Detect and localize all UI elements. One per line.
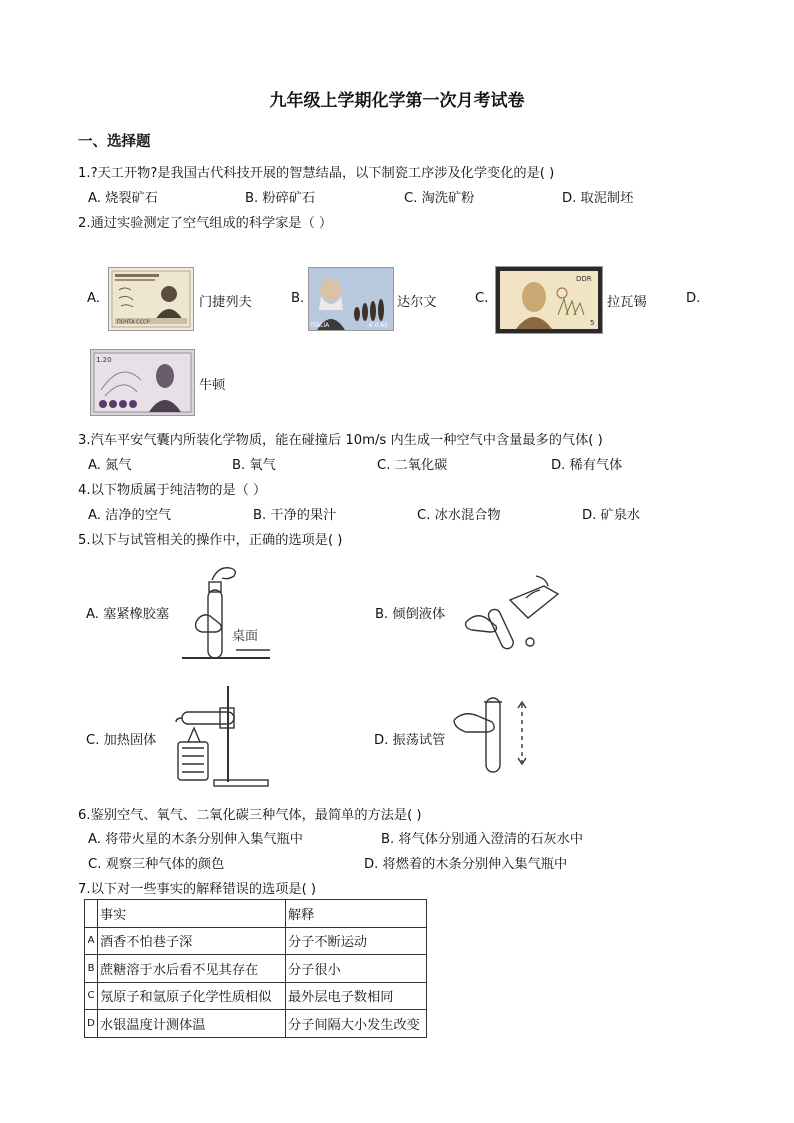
- table-header-cell: [85, 900, 98, 928]
- q6-option-b: B. 将气体分别通入澄清的石灰水中: [381, 832, 584, 847]
- question-1-stem: 1.?天工开物?是我国古代科技开展的智慧结晶，以下制瓷工序涉及化学变化的是( ): [78, 166, 555, 181]
- q2-name-d: 牛顿: [199, 378, 226, 393]
- q1-option-a: A. 烧裂矿石: [88, 191, 158, 206]
- q2-name-a: 门捷列夫: [199, 295, 252, 310]
- darwin-stamp-value: € 0,65: [369, 322, 389, 329]
- question-7-stem: 7.以下对一些事实的解释错误的选项是( ): [78, 882, 317, 897]
- table-cell: D: [85, 1010, 98, 1038]
- question-5-stem: 5.以下与试管相关的操作中，正确的选项是( ): [78, 533, 343, 548]
- table-cell: 水银温度计测体温: [98, 1010, 286, 1038]
- pour-liquid-figure: [460, 570, 570, 660]
- lavoisier-stamp-country: DDR: [576, 275, 592, 283]
- table-cell: 分子间隔大小发生改变: [286, 1010, 427, 1038]
- q5-option-b: B. 倾倒液体: [375, 607, 446, 622]
- q2-letter-a: A.: [87, 291, 100, 306]
- question-3-stem: 3.汽车平安气囊内所装化学物质，能在碰撞后 10m/s 内生成一种空气中含量最多的气体( ): [78, 433, 603, 448]
- table-row: [85, 927, 427, 955]
- q5-option-d: D. 振荡试管: [374, 733, 446, 748]
- q4-option-d: D. 矿泉水: [582, 508, 641, 523]
- q4-option-b: B. 干净的果汁: [253, 508, 337, 523]
- darwin-stamp-image: [308, 267, 394, 331]
- q4-option-c: C. 冰水混合物: [417, 508, 501, 523]
- q1-option-c: C. 淘洗矿粉: [404, 191, 475, 206]
- q2-letter-d: D.: [686, 291, 701, 306]
- page-title: 九年级上学期化学第一次月考试卷: [269, 91, 525, 111]
- insert-stopper-figure: [178, 560, 274, 666]
- lavoisier-stamp-image: [495, 266, 603, 334]
- table-cell: A: [85, 927, 98, 955]
- table-row: [85, 1010, 427, 1038]
- table-cell: B: [85, 955, 98, 983]
- question-4-stem: 4.以下物质属于纯洁物的是（ ）: [78, 483, 267, 498]
- q1-option-b: B. 粉碎矿石: [245, 191, 316, 206]
- shake-test-tube-figure: [450, 692, 546, 780]
- table-header-cell: 解释: [286, 900, 427, 928]
- q4-option-a: A. 洁净的空气: [88, 508, 172, 523]
- table-cell: 分子很小: [286, 955, 427, 983]
- table-cell: 分子不断运动: [286, 927, 427, 955]
- q6-option-c: C. 观察三种气体的颜色: [88, 857, 225, 872]
- q2-letter-b: B.: [291, 291, 305, 306]
- table-header-cell: 事实: [98, 900, 286, 928]
- table-header-row: [85, 900, 427, 928]
- table-surface-label: 桌面: [232, 629, 259, 644]
- newton-stamp-image: [90, 349, 195, 416]
- q3-option-b: B. 氧气: [232, 458, 276, 473]
- q2-name-b: 达尔文: [397, 295, 437, 310]
- q6-option-a: A. 将带火星的木条分别伸入集气瓶中: [88, 832, 303, 847]
- table-cell: 氖原子和氩原子化学性质相似: [98, 982, 286, 1010]
- table-cell: 最外层电子数相同: [286, 982, 427, 1010]
- q2-letter-c: C.: [475, 291, 489, 306]
- q3-option-c: C. 二氧化碳: [377, 458, 448, 473]
- q5-option-c: C. 加热固体: [86, 733, 157, 748]
- question-6-stem: 6.鉴别空气、氧气、二氧化碳三种气体，最简单的方法是( ): [78, 808, 422, 823]
- q3-option-a: A. 氮气: [88, 458, 132, 473]
- mendeleev-stamp-text: ПОЧТА СССР: [117, 319, 150, 326]
- table-cell: 蔗糖溶于水后看不见其存在: [98, 955, 286, 983]
- question-2-stem: 2.通过实验测定了空气组成的科学家是（ ）: [78, 216, 333, 231]
- table-cell: 酒香不怕巷子深: [98, 927, 286, 955]
- q1-option-d: D. 取泥制坯: [562, 191, 634, 206]
- newton-stamp-value: 1.20: [96, 356, 112, 364]
- table-cell: C: [85, 982, 98, 1010]
- q6-option-d: D. 将燃着的木条分别伸入集气瓶中: [364, 857, 568, 872]
- darwin-stamp-country: ITALIA: [311, 322, 330, 329]
- section-heading: 一、选择题: [78, 134, 151, 150]
- q3-option-d: D. 稀有气体: [551, 458, 623, 473]
- facts-table: [84, 899, 427, 1038]
- lavoisier-stamp-value: 5: [590, 319, 595, 327]
- q2-name-c: 拉瓦锡: [607, 295, 647, 310]
- mendeleev-stamp-image: [108, 267, 194, 331]
- table-row: [85, 955, 427, 983]
- heat-solid-figure: [168, 682, 272, 788]
- table-row: [85, 982, 427, 1010]
- q5-option-a: A. 塞紧橡胶塞: [86, 607, 170, 622]
